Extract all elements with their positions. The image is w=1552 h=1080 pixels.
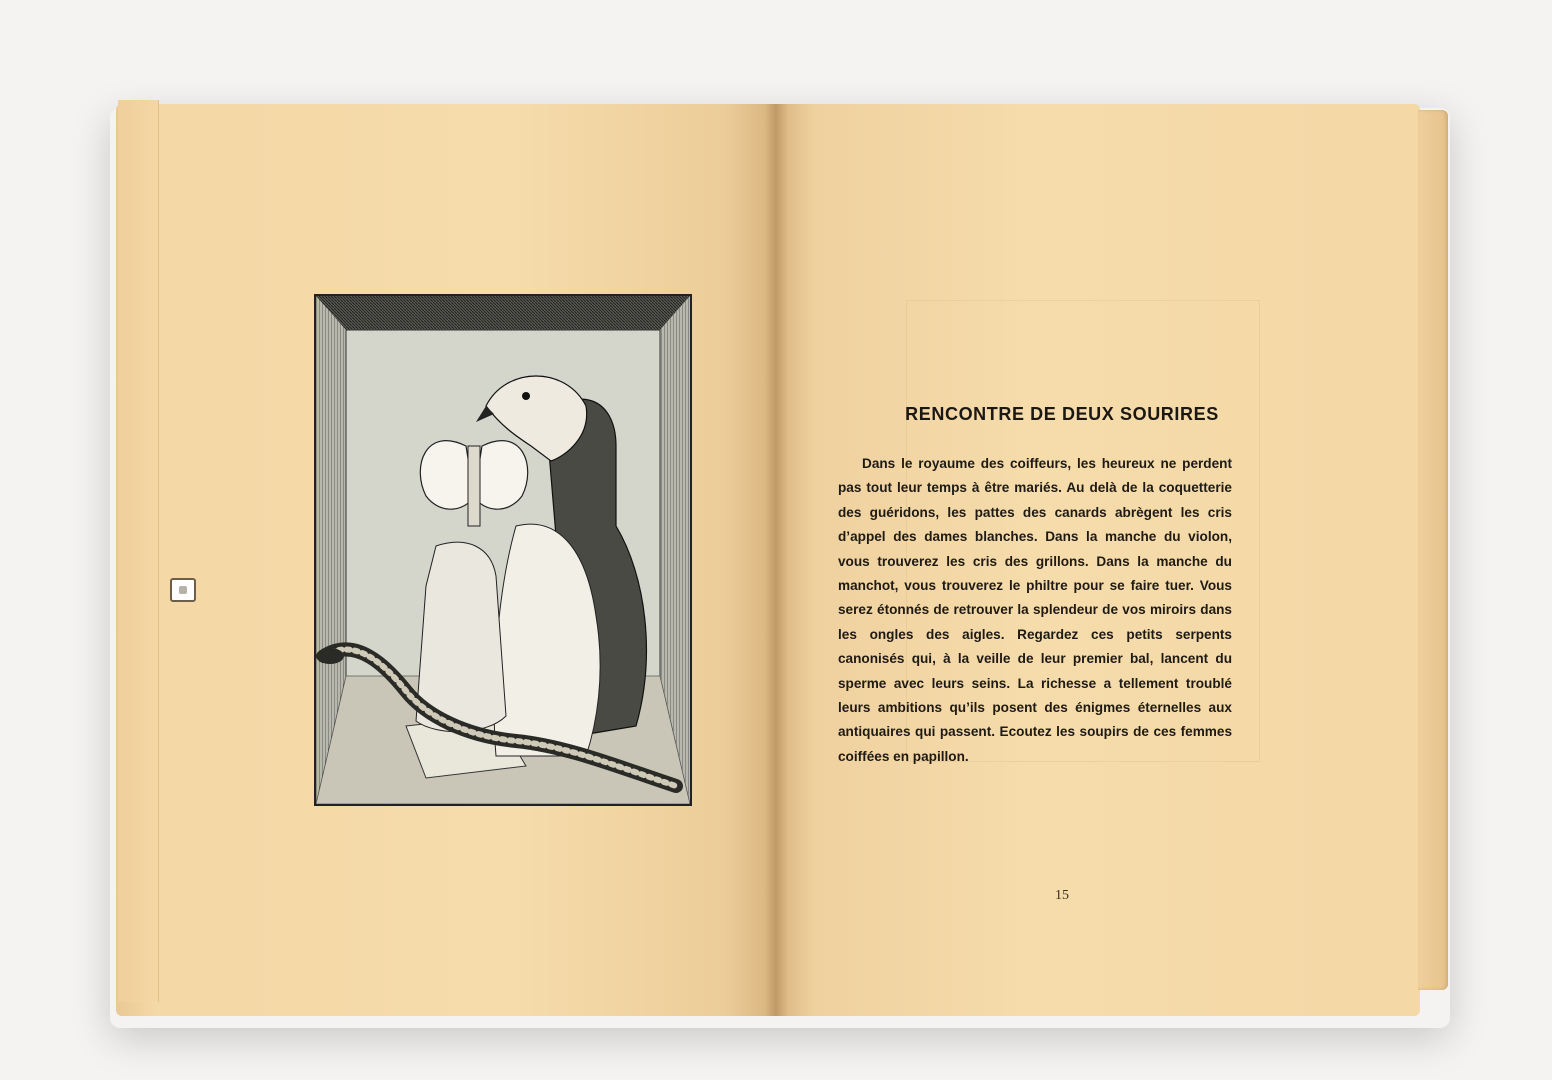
right-page-stack-edge — [1418, 110, 1448, 990]
collage-engraving — [314, 294, 692, 806]
chapter-title: RENCONTRE DE DEUX SOURIRES — [905, 404, 1219, 424]
left-page-stack-edge — [118, 100, 159, 1002]
book-gutter — [764, 104, 788, 1016]
staple-tab — [170, 578, 196, 602]
body-paragraph: Dans le royaume des coiffeurs, les heureux ne perdent pas tout leur temps à être mariés. Au delà de la coquetterie des guéridons, les pattes des canards abrègent les cris d’appel des dames blanches. Dans la manche du violon, vous trouverez les cris des grillons. Dans la manche du manchot, vous trouverez le philtre pour se faire tuer. Vous serez étonnés de retrouver la splendeur de vos miroirs dans les ongles des aigles. Regardez ces petits serpents canonisés qui, à la veille de leur premier bal, lancent du sperme avec leurs seins. La richesse a tellement troublé leurs ambitions qu’ils posent des énigmes éternelles aux antiquaires qui passent. Ecoutez les soupirs de ces femmes coiffées en papillon. — [838, 456, 1232, 764]
page-number: 15 — [1055, 888, 1069, 903]
